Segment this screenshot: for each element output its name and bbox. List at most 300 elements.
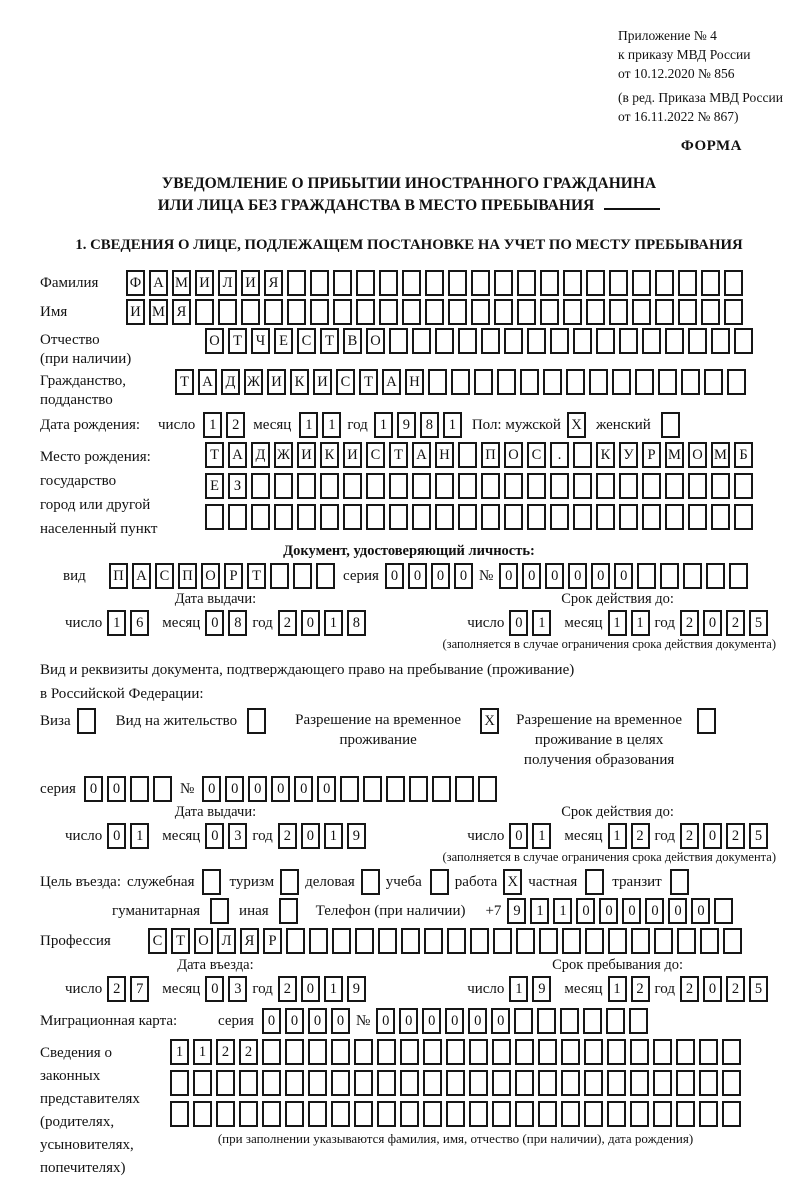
char-cell — [377, 1070, 396, 1096]
purpose-work-checkbox — [503, 869, 522, 895]
char-cell: 1 — [443, 412, 462, 438]
char-cell — [653, 1039, 672, 1065]
residence-intro-line1: Вид и реквизиты документа, подтверждающего право на пребывание (проживание) — [40, 662, 575, 678]
char-cell: 0 — [545, 563, 564, 589]
residence-series-label: серия — [40, 781, 76, 797]
annex-line3: от 10.12.2020 № 856 — [618, 66, 735, 81]
char-cell: 0 — [691, 898, 710, 924]
char-cell: Ч — [251, 328, 270, 354]
char-cell — [297, 504, 316, 530]
char-cell: О — [201, 563, 220, 589]
char-cell: 8 — [347, 610, 366, 636]
char-cell — [619, 473, 638, 499]
char-cell — [308, 1039, 327, 1065]
representatives-label-line1: Сведения о — [40, 1045, 112, 1061]
char-cell: С — [155, 563, 174, 589]
char-cell — [193, 1101, 212, 1127]
char-cell: О — [205, 328, 224, 354]
residence-options-row — [40, 708, 778, 770]
char-cell: Т — [205, 442, 224, 468]
char-cell — [279, 898, 298, 924]
char-cell: Р — [224, 563, 243, 589]
char-cell — [583, 1008, 602, 1034]
temp-residence-checkbox — [480, 708, 499, 734]
char-cell: А — [412, 442, 431, 468]
representatives-cells-row2 — [170, 1070, 741, 1096]
char-cell — [310, 299, 329, 325]
given-name-row — [40, 299, 778, 325]
surname-label: Фамилия — [40, 275, 99, 291]
char-cell — [632, 299, 651, 325]
char-cell — [538, 1070, 557, 1096]
sex-label: Пол: мужской — [471, 417, 561, 433]
char-cell — [423, 1101, 442, 1127]
representatives-cells-row1 — [170, 1039, 741, 1065]
char-cell — [153, 776, 172, 802]
char-cell — [688, 504, 707, 530]
char-cell: Т — [228, 328, 247, 354]
char-cell: Д — [251, 442, 270, 468]
char-cell: А — [228, 442, 247, 468]
char-cell — [458, 328, 477, 354]
char-cell — [515, 1039, 534, 1065]
char-cell: Я — [264, 270, 283, 296]
char-cell: 5 — [749, 823, 768, 849]
char-cell: X — [567, 412, 586, 438]
year-label: год — [654, 615, 675, 631]
title-blank-underline — [604, 196, 660, 210]
char-cell — [412, 473, 431, 499]
char-cell: 2 — [226, 412, 245, 438]
char-cell — [596, 504, 615, 530]
char-cell: 0 — [431, 563, 450, 589]
char-cell — [566, 369, 585, 395]
char-cell — [630, 1070, 649, 1096]
char-cell: Н — [405, 369, 424, 395]
char-cell — [677, 928, 696, 954]
char-cell — [481, 328, 500, 354]
representatives-label — [40, 1039, 170, 1180]
patronymic-label-line1: Отчество — [40, 332, 100, 348]
char-cell — [458, 504, 477, 530]
month-label: месяц — [162, 828, 201, 844]
char-cell: 1 — [608, 976, 627, 1002]
char-cell — [412, 504, 431, 530]
sex-female-checkbox — [661, 412, 680, 438]
char-cell: В — [343, 328, 362, 354]
birth-year-cells — [374, 412, 462, 438]
visa-label: Виза — [40, 713, 71, 729]
char-cell — [355, 928, 374, 954]
day-label: число — [65, 828, 103, 844]
char-cell: 0 — [408, 563, 427, 589]
char-cell — [722, 1101, 741, 1127]
year-label: год — [252, 981, 273, 997]
char-cell — [654, 928, 673, 954]
char-cell: 2 — [680, 976, 699, 1002]
char-cell — [550, 504, 569, 530]
char-cell: 2 — [631, 976, 650, 1002]
identity-issue-year-cells — [278, 610, 366, 636]
char-cell: И — [313, 369, 332, 395]
residence-series-cells — [84, 776, 172, 802]
char-cell: М — [149, 299, 168, 325]
patronymic-row — [40, 328, 778, 369]
char-cell: С — [366, 442, 385, 468]
char-cell — [331, 1039, 350, 1065]
char-cell: О — [194, 928, 213, 954]
char-cell: 0 — [599, 898, 618, 924]
char-cell — [331, 1070, 350, 1096]
char-cell — [538, 1039, 557, 1065]
char-cell: 0 — [84, 776, 103, 802]
year-label: год — [252, 615, 273, 631]
char-cell: Ж — [244, 369, 263, 395]
birth-place-label-line4: населенный пункт — [40, 521, 158, 537]
purpose-private-label: частная — [528, 874, 578, 890]
char-cell — [210, 898, 229, 924]
purpose-label: Цель въезда: — [40, 874, 121, 890]
birth-place-row — [40, 442, 778, 541]
entry-date-group — [65, 957, 366, 1002]
char-cell — [389, 504, 408, 530]
char-cell — [340, 776, 359, 802]
identity-issue-heading: Дата выдачи: — [174, 591, 257, 607]
char-cell: О — [366, 328, 385, 354]
char-cell: 0 — [703, 823, 722, 849]
char-cell — [448, 299, 467, 325]
birth-place-cells-row2 — [205, 473, 753, 499]
visa-checkbox — [77, 708, 96, 734]
phone-prefix: +7 — [485, 903, 502, 919]
char-cell — [366, 473, 385, 499]
char-cell: К — [290, 369, 309, 395]
char-cell: 0 — [499, 563, 518, 589]
char-cell — [409, 776, 428, 802]
char-cell — [343, 504, 362, 530]
identity-valid-month-cells — [608, 610, 650, 636]
char-cell — [332, 928, 351, 954]
char-cell — [637, 563, 656, 589]
purpose-private-checkbox — [585, 869, 604, 895]
char-cell — [379, 270, 398, 296]
char-cell — [262, 1039, 281, 1065]
char-cell: 6 — [130, 610, 149, 636]
char-cell — [455, 776, 474, 802]
purpose-official-label: служебная — [126, 874, 195, 890]
char-cell: 9 — [532, 976, 551, 1002]
char-cell: С — [336, 369, 355, 395]
char-cell: 0 — [107, 823, 126, 849]
citizenship-label-line2: подданство — [40, 392, 113, 408]
char-cell — [428, 369, 447, 395]
char-cell — [247, 708, 266, 734]
birth-day-cells — [203, 412, 245, 438]
char-cell — [661, 412, 680, 438]
char-cell: Б — [734, 442, 753, 468]
char-cell — [517, 270, 536, 296]
annex-revision — [618, 88, 800, 126]
char-cell: 5 — [749, 610, 768, 636]
identity-validity-note: (заполняется в случае ограничения срока действия документа) — [442, 637, 776, 651]
residence-number-cells — [202, 776, 497, 802]
char-cell — [550, 328, 569, 354]
char-cell: X — [503, 869, 522, 895]
char-cell — [366, 504, 385, 530]
form-label: ФОРМА — [680, 138, 742, 154]
char-cell — [389, 328, 408, 354]
char-cell: 1 — [374, 412, 393, 438]
char-cell — [504, 328, 523, 354]
stay-year-cells — [680, 976, 768, 1002]
char-cell: М — [665, 442, 684, 468]
document-title — [40, 173, 778, 217]
char-cell: . — [550, 442, 569, 468]
char-cell: 3 — [228, 976, 247, 1002]
char-cell — [619, 328, 638, 354]
phone-label: Телефон (при наличии) — [315, 903, 466, 919]
char-cell: 2 — [278, 823, 297, 849]
char-cell — [573, 504, 592, 530]
residence-series-row — [40, 776, 778, 802]
char-cell: 0 — [399, 1008, 418, 1034]
char-cell: А — [382, 369, 401, 395]
residence-valid-row — [467, 823, 768, 849]
char-cell: 1 — [608, 823, 627, 849]
residence-issue-month-cells — [205, 823, 247, 849]
identity-number-label: № — [478, 568, 494, 584]
purpose-business-label: деловая — [305, 874, 355, 890]
char-cell — [563, 270, 582, 296]
char-cell — [585, 869, 604, 895]
char-cell: 0 — [645, 898, 664, 924]
char-cell — [361, 869, 380, 895]
residence-valid-year-cells — [680, 823, 768, 849]
identity-valid-group — [467, 591, 768, 636]
purpose-work-label: работа — [454, 874, 498, 890]
char-cell: 2 — [680, 823, 699, 849]
month-label: месяц — [564, 828, 603, 844]
char-cell — [607, 1101, 626, 1127]
char-cell — [497, 369, 516, 395]
identity-doc-heading: Документ, удостоверяющий личность: — [283, 543, 535, 559]
char-cell — [586, 270, 605, 296]
residence-issue-row — [65, 823, 366, 849]
char-cell — [655, 270, 674, 296]
char-cell — [331, 1101, 350, 1127]
char-cell — [77, 708, 96, 734]
char-cell — [481, 504, 500, 530]
char-cell: П — [178, 563, 197, 589]
char-cell: 0 — [376, 1008, 395, 1034]
char-cell: X — [480, 708, 499, 734]
char-cell: 0 — [317, 776, 336, 802]
residence-number-label: № — [179, 781, 195, 797]
char-cell: 5 — [749, 976, 768, 1002]
char-cell — [704, 369, 723, 395]
char-cell: И — [297, 442, 316, 468]
entry-dates-block — [40, 957, 778, 1002]
identity-issue-month-cells — [205, 610, 247, 636]
citizenship-label — [40, 369, 175, 410]
char-cell — [435, 504, 454, 530]
char-cell: 1 — [107, 610, 126, 636]
char-cell — [130, 776, 149, 802]
char-cell — [585, 928, 604, 954]
char-cell — [400, 1039, 419, 1065]
char-cell — [309, 928, 328, 954]
char-cell — [606, 1008, 625, 1034]
entry-dates-pair — [40, 957, 778, 1002]
char-cell: 1 — [608, 610, 627, 636]
char-cell — [561, 1070, 580, 1096]
residence-permit-label: Вид на жительство — [115, 713, 238, 729]
char-cell — [287, 270, 306, 296]
char-cell — [609, 299, 628, 325]
char-cell — [527, 328, 546, 354]
entry-year-cells — [278, 976, 366, 1002]
representatives-row — [40, 1039, 778, 1180]
char-cell: 0 — [385, 563, 404, 589]
char-cell — [469, 1101, 488, 1127]
char-cell: 1 — [509, 976, 528, 1002]
char-cell: У — [619, 442, 638, 468]
char-cell — [607, 1070, 626, 1096]
char-cell: 2 — [726, 610, 745, 636]
char-cell — [286, 928, 305, 954]
char-cell — [688, 328, 707, 354]
char-cell — [430, 869, 449, 895]
char-cell: К — [596, 442, 615, 468]
residence-issue-group — [65, 804, 366, 849]
profession-cells — [148, 928, 742, 954]
char-cell: 1 — [324, 976, 343, 1002]
purpose-transit-checkbox — [670, 869, 689, 895]
char-cell — [596, 328, 615, 354]
identity-type-label: вид — [63, 568, 86, 584]
char-cell: Р — [642, 442, 661, 468]
char-cell — [539, 928, 558, 954]
entry-month-cells — [205, 976, 247, 1002]
char-cell — [474, 369, 493, 395]
char-cell — [701, 299, 720, 325]
char-cell — [723, 928, 742, 954]
char-cell — [729, 563, 748, 589]
char-cell: 1 — [170, 1039, 189, 1065]
char-cell: Я — [240, 928, 259, 954]
char-cell: 1 — [553, 898, 572, 924]
char-cell — [218, 299, 237, 325]
char-cell — [423, 1070, 442, 1096]
char-cell — [612, 369, 631, 395]
representatives-grid — [170, 1039, 741, 1147]
char-cell — [389, 473, 408, 499]
patronymic-label-line2: (при наличии) — [40, 351, 132, 367]
residence-valid-group — [467, 804, 768, 849]
char-cell — [699, 1039, 718, 1065]
stay-until-row — [467, 976, 768, 1002]
char-cell: Л — [217, 928, 236, 954]
char-cell — [195, 299, 214, 325]
char-cell — [356, 270, 375, 296]
char-cell — [670, 869, 689, 895]
char-cell — [205, 504, 224, 530]
char-cell — [711, 473, 730, 499]
birth-date-row — [40, 412, 778, 438]
identity-valid-heading: Срок действия до: — [561, 591, 674, 607]
char-cell: Т — [320, 328, 339, 354]
patronymic-cells — [205, 328, 753, 354]
char-cell: 9 — [347, 976, 366, 1002]
char-cell — [527, 473, 546, 499]
char-cell — [676, 1101, 695, 1127]
char-cell: 1 — [130, 823, 149, 849]
char-cell — [584, 1101, 603, 1127]
year-label: год — [654, 828, 675, 844]
char-cell — [515, 1101, 534, 1127]
char-cell — [469, 1070, 488, 1096]
char-cell: 0 — [576, 898, 595, 924]
day-label: число — [65, 981, 103, 997]
char-cell — [435, 473, 454, 499]
char-cell — [642, 473, 661, 499]
month-label: месяц — [564, 615, 603, 631]
char-cell: И — [126, 299, 145, 325]
birth-month-cells — [299, 412, 341, 438]
char-cell — [697, 708, 716, 734]
char-cell: 1 — [324, 823, 343, 849]
char-cell: 1 — [193, 1039, 212, 1065]
char-cell — [262, 1070, 281, 1096]
annex-line5: от 16.11.2022 № 867) — [618, 109, 739, 124]
purpose-other-checkbox — [279, 898, 298, 924]
char-cell: 2 — [680, 610, 699, 636]
char-cell — [492, 1070, 511, 1096]
char-cell: 2 — [216, 1039, 235, 1065]
char-cell — [550, 473, 569, 499]
char-cell — [573, 473, 592, 499]
char-cell — [400, 1101, 419, 1127]
purpose-tourism-checkbox — [280, 869, 299, 895]
char-cell — [609, 270, 628, 296]
char-cell — [310, 270, 329, 296]
representatives-label-line6: попечителях) — [40, 1160, 126, 1176]
char-cell: 0 — [568, 563, 587, 589]
char-cell — [520, 369, 539, 395]
patronymic-label — [40, 328, 205, 369]
char-cell: 0 — [271, 776, 290, 802]
birth-year-label: год — [347, 417, 368, 433]
char-cell: К — [320, 442, 339, 468]
char-cell — [563, 299, 582, 325]
char-cell: Ф — [126, 270, 145, 296]
identity-issue-group — [65, 591, 366, 636]
day-label: число — [467, 615, 505, 631]
char-cell: Е — [205, 473, 224, 499]
month-label: месяц — [162, 615, 201, 631]
char-cell — [287, 299, 306, 325]
char-cell — [432, 776, 451, 802]
char-cell: 1 — [324, 610, 343, 636]
char-cell: С — [297, 328, 316, 354]
char-cell — [584, 1070, 603, 1096]
char-cell — [377, 1101, 396, 1127]
char-cell: Т — [359, 369, 378, 395]
char-cell — [402, 270, 421, 296]
char-cell: М — [172, 270, 191, 296]
year-label: год — [654, 981, 675, 997]
char-cell: 2 — [631, 823, 650, 849]
